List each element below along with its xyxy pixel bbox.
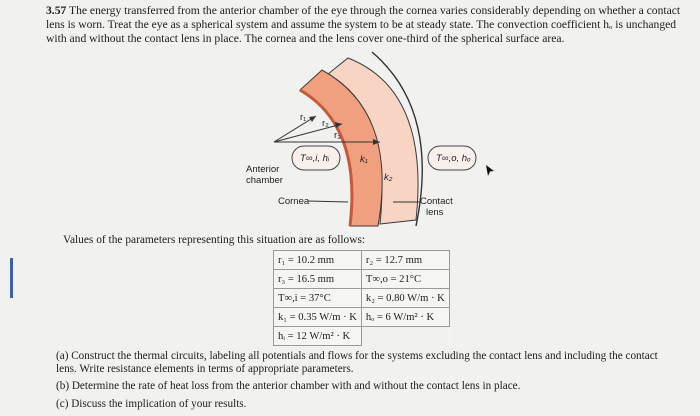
label-k2: k₂ (384, 172, 393, 183)
label-cornea: Cornea (278, 196, 310, 207)
table-cell: hᵢ = 12 W/m² · K (274, 327, 362, 346)
table-cell: k₂ = 0.80 W/m · K (361, 289, 449, 308)
arrowhead-r1 (309, 116, 316, 122)
label-contact: Contact (420, 196, 453, 207)
table-row (274, 251, 450, 270)
table-row (274, 289, 450, 308)
table-cell: hₒ = 6 W/m² · K (361, 308, 449, 327)
label-anterior: Anterior (246, 164, 280, 175)
cornea-leader (308, 201, 348, 202)
question-b: (b) Determine the rate of heat loss from the anterior chamber with and without the contact lens in place. (56, 380, 521, 392)
problem-text: The energy transferred from the anterior chamber of the eye through the cornea varies considerably depending on whether a contact lens is worn. Treat the eye as a spherical system and assume the system to be at steady state. The convection coefficient hₒ is unchanged with and without the contact lens in place. The cornea and the lens cover one-third of the spherical surface area. (46, 4, 681, 45)
questions (56, 350, 676, 415)
table-cell: r₃ = 16.5 mm (274, 270, 362, 289)
label-r1: r₁ (300, 112, 307, 123)
values-intro: Values of the parameters representing this situation are as follows: (63, 234, 366, 246)
label-r2: r₂ (322, 118, 329, 129)
radius-line-r2 (274, 124, 342, 142)
table-cell (361, 327, 449, 346)
table-row (274, 327, 450, 346)
parameter-table (273, 250, 450, 346)
label-t-outer: T∞,o, hₒ (436, 153, 471, 164)
table-cell: k₁ = 0.35 W/m · K (274, 308, 362, 327)
margin-mark (10, 258, 13, 298)
table-row (274, 270, 450, 289)
label-chamber: chamber (246, 175, 283, 186)
table-cell: T∞,i = 37°C (274, 289, 362, 308)
table-row (274, 308, 450, 327)
problem-statement (46, 4, 686, 46)
table-cell: r₂ = 12.7 mm (361, 251, 449, 270)
table-cell: T∞,o = 21°C (361, 270, 449, 289)
radius-line-r1 (274, 116, 316, 142)
label-lens: lens (426, 207, 444, 218)
label-r3: r₃ (334, 130, 342, 141)
eye-diagram (230, 50, 530, 232)
eye-figure (230, 50, 530, 232)
mouse-cursor-icon (485, 164, 495, 178)
problem-number: 3.57 (46, 4, 67, 17)
table-cell: r₁ = 10.2 mm (274, 251, 362, 270)
label-k1: k₁ (360, 154, 368, 165)
question-a: (a) Construct the thermal circuits, labeling all potentials and flows for the systems excluding the contact lens and including the contact lens. Write resistance elements in terms of appropriate parameters. (56, 350, 658, 375)
question-c: (c) Discuss the implication of your results. (56, 397, 247, 410)
label-t-inner: T∞,i, hᵢ (300, 153, 330, 164)
